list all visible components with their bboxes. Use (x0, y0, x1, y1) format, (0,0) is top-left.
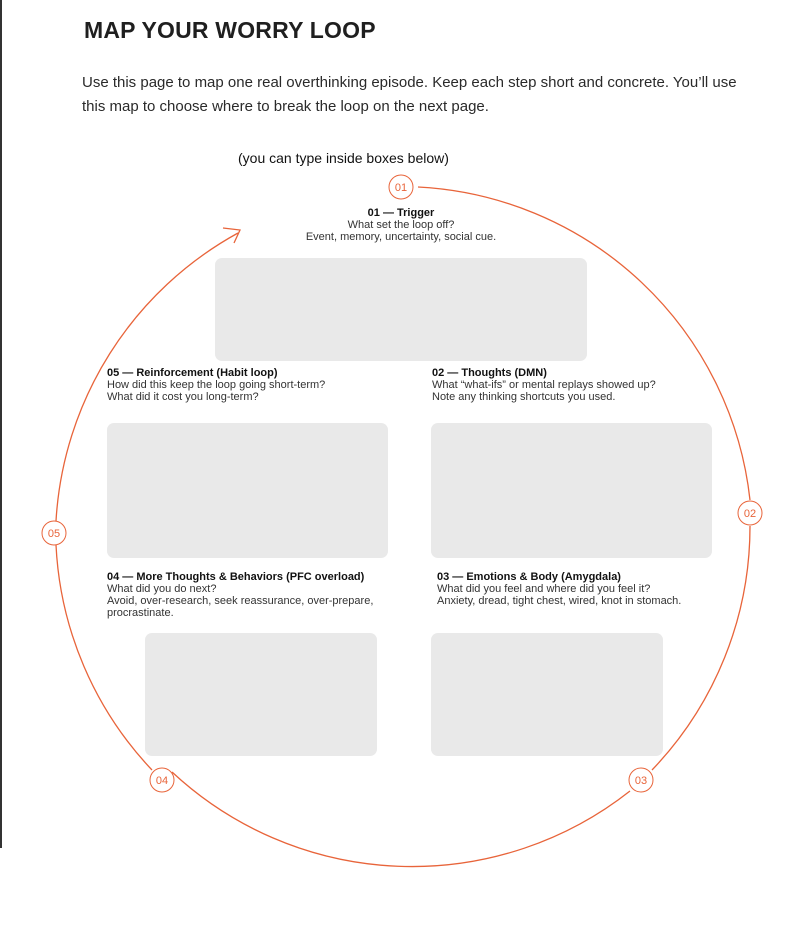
reinforcement-answer-box[interactable] (107, 423, 388, 558)
emotions-answer-box[interactable] (431, 633, 663, 756)
step-behaviors-examples: Avoid, over-research, seek reassurance, over-prepare, procrastinate. (107, 595, 374, 619)
step-emotions-examples: Anxiety, dread, tight chest, wired, knot in stomach. (437, 595, 682, 607)
step-emotions-prompt: What did you feel and where did you feel it? (437, 583, 651, 595)
step-reinforcement (107, 367, 379, 403)
typing-hint: (you can type inside boxes below) (238, 150, 449, 166)
trigger-answer-box[interactable] (215, 258, 587, 361)
step-emotions (437, 571, 713, 607)
step-emotions-title: 03 — Emotions & Body (Amygdala) (437, 571, 621, 583)
svg-text:05: 05 (47, 528, 61, 540)
step-thoughts-prompt: What “what-ifs” or mental replays showed up? (432, 379, 656, 391)
step-trigger-title: 01 — Trigger (367, 207, 435, 219)
page-title: MAP YOUR WORRY LOOP (84, 17, 376, 43)
step-behaviors (107, 571, 419, 619)
intro-text: Use this page to map one real overthinking episode. Keep each step short and concrete. You’ll use this map to choose where to break the loop on the next page. (82, 74, 737, 115)
step-thoughts-shortcuts: Note any thinking shortcuts you used. (432, 391, 616, 403)
step-reinforcement-title: 05 — Reinforcement (Habit loop) (107, 367, 278, 379)
badge-02 (738, 501, 762, 525)
badge-01 (389, 175, 413, 199)
loop-arc-02-03 (652, 526, 750, 770)
behaviors-answer-box[interactable] (145, 633, 377, 756)
svg-text:01: 01 (394, 182, 408, 194)
step-behaviors-prompt: What did you do next? (107, 583, 217, 595)
svg-text:03: 03 (634, 775, 648, 787)
step-reinforcement-prompt: How did this keep the loop going short-term? (107, 379, 326, 391)
svg-text:02: 02 (743, 508, 757, 520)
thoughts-answer-box[interactable] (431, 423, 712, 558)
svg-text:04: 04 (155, 775, 169, 787)
badge-05 (42, 521, 66, 545)
step-trigger-prompt: What set the loop off? (347, 219, 455, 231)
loop-arc-03-04 (172, 772, 630, 867)
step-trigger-examples: Event, memory, uncertainty, social cue. (305, 231, 497, 243)
step-trigger (230, 207, 572, 243)
badge-03 (629, 768, 653, 792)
step-thoughts-title: 02 — Thoughts (DMN) (432, 367, 547, 379)
step-reinforcement-cost: What did it cost you long-term? (107, 391, 259, 403)
badge-04 (150, 768, 174, 792)
step-thoughts (432, 367, 702, 403)
step-behaviors-title: 04 — More Thoughts & Behaviors (PFC overload) (107, 571, 365, 583)
